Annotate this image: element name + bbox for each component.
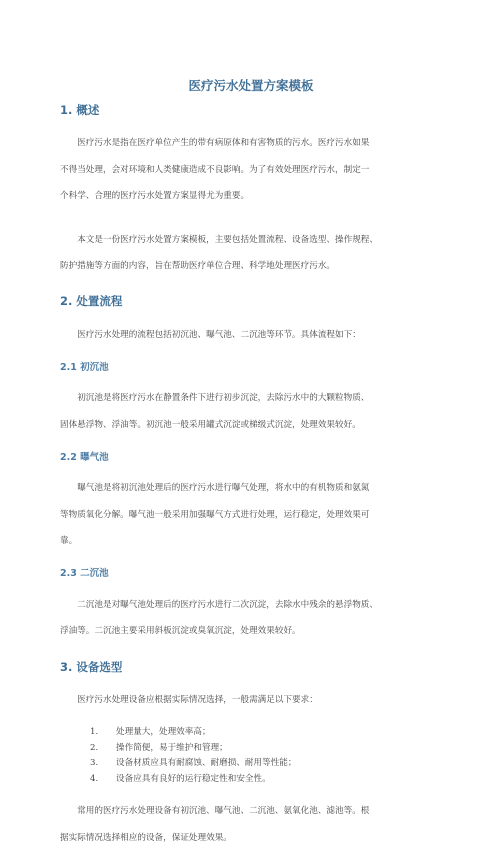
subsection-heading: 2.1 初沉池 xyxy=(60,361,442,374)
paragraph-line: 防护措施等方面的内容，旨在帮助医疗单位合理、科学地处理医疗污水。 xyxy=(60,260,442,273)
paragraph-line: 不得当处理，会对环境和人类健康造成不良影响。为了有效处理医疗污水，制定一 xyxy=(60,164,442,177)
section-overview xyxy=(60,103,442,286)
paragraph-line: 医疗污水处理的流程包括初沉池、曝气池、二沉池等环节。具体流程如下： xyxy=(60,329,442,342)
paragraph-line: 本文是一份医疗污水处置方案模板，主要包括处置流程、设备选型、操作规程、 xyxy=(60,234,442,247)
subsection-heading: 2.2 曝气池 xyxy=(60,451,442,464)
subsection-heading: 2.3 二沉池 xyxy=(60,567,442,580)
paragraph xyxy=(60,681,442,721)
list-item-text: 处理量大，处理效率高； xyxy=(116,725,211,741)
paragraph xyxy=(60,585,442,651)
paragraph-line: 等物质氧化分解。曝气池一般采用加强曝气方式进行处理，运行稳定，处理效果可 xyxy=(60,509,442,522)
paragraph-line: 初沉池是将医疗污水在静置条件下进行初步沉淀，去除污水中的大颗粒物质、 xyxy=(60,392,442,405)
paragraph-line: 据实际情况选择相应的设备，保证处理效果。 xyxy=(60,832,442,845)
paragraph xyxy=(60,220,442,286)
paragraph-line: 二沉池是对曝气池处理后的医疗污水进行二次沉淀，去除水中残余的悬浮物质、 xyxy=(60,599,442,612)
paragraph-line: 曝气池是将初沉池处理后的医疗污水进行曝气处理，将水中的有机物质和氨氮 xyxy=(60,482,442,495)
paragraph-line: 医疗污水是指在医疗单位产生的带有病原体和有害物质的污水。医疗污水如果 xyxy=(60,137,442,150)
list-item-number: 1. xyxy=(90,725,116,741)
paragraph-line: 固体悬浮物、浮油等。初沉池一般采用罐式沉淀或梯级式沉淀，处理效果较好。 xyxy=(60,419,442,432)
paragraph xyxy=(60,315,442,355)
paragraph-line: 医疗污水处理设备应根据实际情况选择，一般需满足以下要求： xyxy=(60,694,442,707)
list-item-text: 设备材质应具有耐腐蚀、耐磨损、耐用等性能； xyxy=(116,756,296,772)
requirements-list xyxy=(60,725,442,787)
paragraph-line: 常用的医疗污水处理设备有初沉池、曝气池、二沉池、氨氧化池、滤池等。根 xyxy=(60,805,442,818)
list-item xyxy=(90,725,442,741)
paragraph-line: 个科学、合理的医疗污水处置方案显得尤为重要。 xyxy=(60,190,442,203)
paragraph xyxy=(60,792,442,858)
section-process xyxy=(60,294,442,651)
section-equipment xyxy=(60,660,442,858)
list-item xyxy=(90,772,442,788)
list-item-number: 2. xyxy=(90,741,116,757)
paragraph xyxy=(60,379,442,445)
paragraph-line: 靠。 xyxy=(60,535,442,548)
list-item xyxy=(90,756,442,772)
section-heading: 1. 概述 xyxy=(60,103,442,118)
list-item xyxy=(90,741,442,757)
document-title: 医疗污水处置方案模板 xyxy=(60,78,442,94)
section-heading: 2. 处置流程 xyxy=(60,294,442,309)
paragraph xyxy=(60,469,442,561)
paragraph xyxy=(60,124,442,216)
list-item-text: 设备应具有良好的运行稳定性和安全性。 xyxy=(116,772,271,788)
paragraph-line: 浮油等。二沉池主要采用斜板沉淀或臭氧沉淀，处理效果较好。 xyxy=(60,625,442,638)
section-heading: 3. 设备选型 xyxy=(60,660,442,675)
list-item-number: 3. xyxy=(90,756,116,772)
list-item-number: 4. xyxy=(90,772,116,788)
list-item-text: 操作简便，易于维护和管理； xyxy=(116,741,228,757)
